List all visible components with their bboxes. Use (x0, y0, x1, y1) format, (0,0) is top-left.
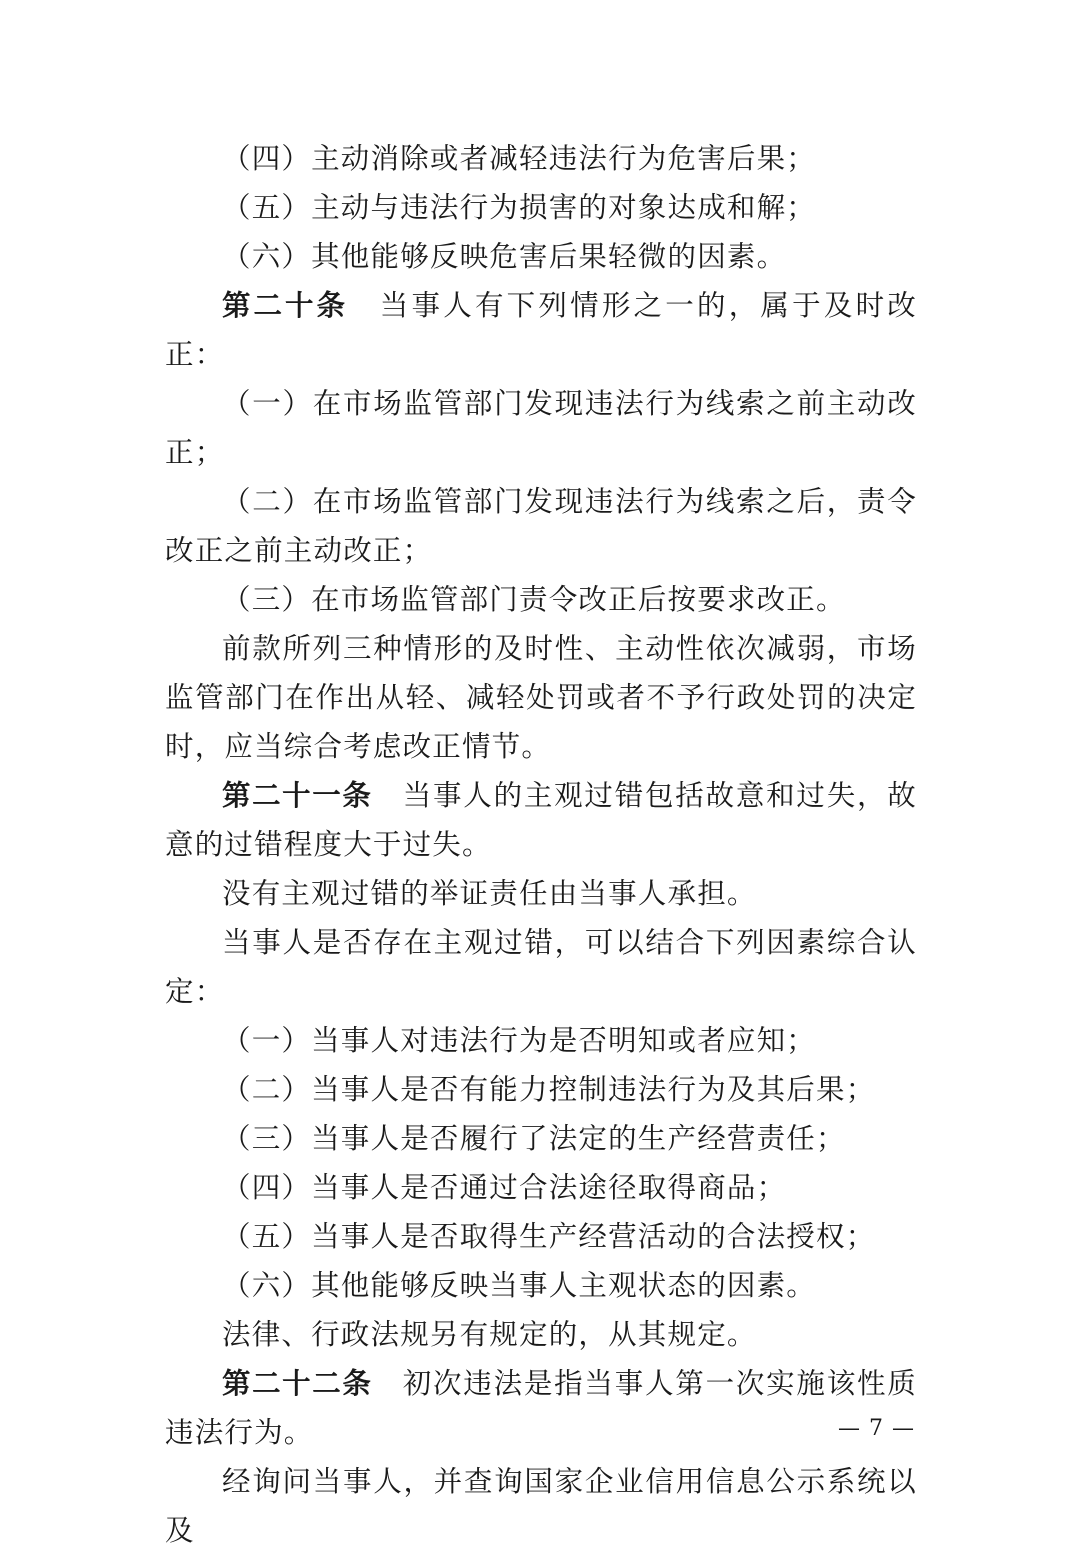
paragraph (165, 771, 917, 869)
paragraph-text: 初次违法是指当事人第一次实施该性质违法行为。 (165, 1367, 917, 1449)
paragraph (165, 1114, 917, 1163)
paragraph (165, 1065, 917, 1114)
paragraph-text: （六）其他能够反映当事人主观状态的因素。 (222, 1269, 817, 1302)
paragraph-text: （一）当事人对违法行为是否明知或者应知； (222, 1024, 817, 1057)
paragraph-text: 当事人是否存在主观过错，可以结合下列因素综合认定： (165, 926, 917, 1008)
paragraph-text: 没有主观过错的举证责任由当事人承担。 (222, 877, 757, 910)
paragraph-text: 当事人有下列情形之一的，属于及时改正： (165, 289, 917, 371)
article-heading: 第二十二条 (222, 1367, 373, 1400)
paragraph-text: （五）主动与违法行为损害的对象达成和解； (222, 191, 817, 224)
paragraph (165, 869, 917, 918)
paragraph (165, 1261, 917, 1310)
paragraph (165, 1016, 917, 1065)
paragraph-text: （一）在市场监管部门发现违法行为线索之前主动改正； (165, 387, 917, 469)
paragraph-text: 当事人的主观过错包括故意和过失，故意的过错程度大于过失。 (165, 779, 917, 861)
paragraph (165, 134, 917, 183)
paragraph-text: （二）在市场监管部门发现违法行为线索之后，责令改正之前主动改正； (165, 485, 917, 567)
paragraph (165, 918, 917, 1016)
paragraph (165, 183, 917, 232)
paragraph-text: 前款所列三种情形的及时性、主动性依次减弱，市场监管部门在作出从轻、减轻处罚或者不予行政处罚的决定时，应当综合考虑改正情节。 (165, 632, 917, 763)
paragraph (165, 1163, 917, 1212)
paragraph (165, 624, 917, 771)
paragraph-text: 法律、行政法规另有规定的，从其规定。 (222, 1318, 757, 1351)
paragraph-text: （三）当事人是否履行了法定的生产经营责任； (222, 1122, 846, 1155)
paragraph (165, 1359, 917, 1457)
paragraph-text: （六）其他能够反映危害后果轻微的因素。 (222, 240, 787, 273)
paragraph-text: 经询问当事人，并查询国家企业信用信息公示系统以及 (165, 1465, 917, 1547)
paragraph-text: （二）当事人是否有能力控制违法行为及其后果； (222, 1073, 876, 1106)
paragraph (165, 1310, 917, 1359)
paragraph-text: （四）主动消除或者减轻违法行为危害后果； (222, 142, 817, 175)
paragraph (165, 379, 917, 477)
paragraph (165, 1457, 917, 1555)
paragraph (165, 232, 917, 281)
paragraph-text: （五）当事人是否取得生产经营活动的合法授权； (222, 1220, 876, 1253)
paragraph (165, 477, 917, 575)
paragraph (165, 575, 917, 624)
page-number: — 7 — (838, 1416, 915, 1441)
document-body (165, 134, 917, 1555)
article-heading: 第二十一条 (222, 779, 373, 812)
paragraph-text: （四）当事人是否通过合法途径取得商品； (222, 1171, 787, 1204)
article-heading: 第二十条 (222, 289, 349, 322)
paragraph-text: （三）在市场监管部门责令改正后按要求改正。 (222, 583, 846, 616)
paragraph (165, 281, 917, 379)
paragraph (165, 1212, 917, 1261)
